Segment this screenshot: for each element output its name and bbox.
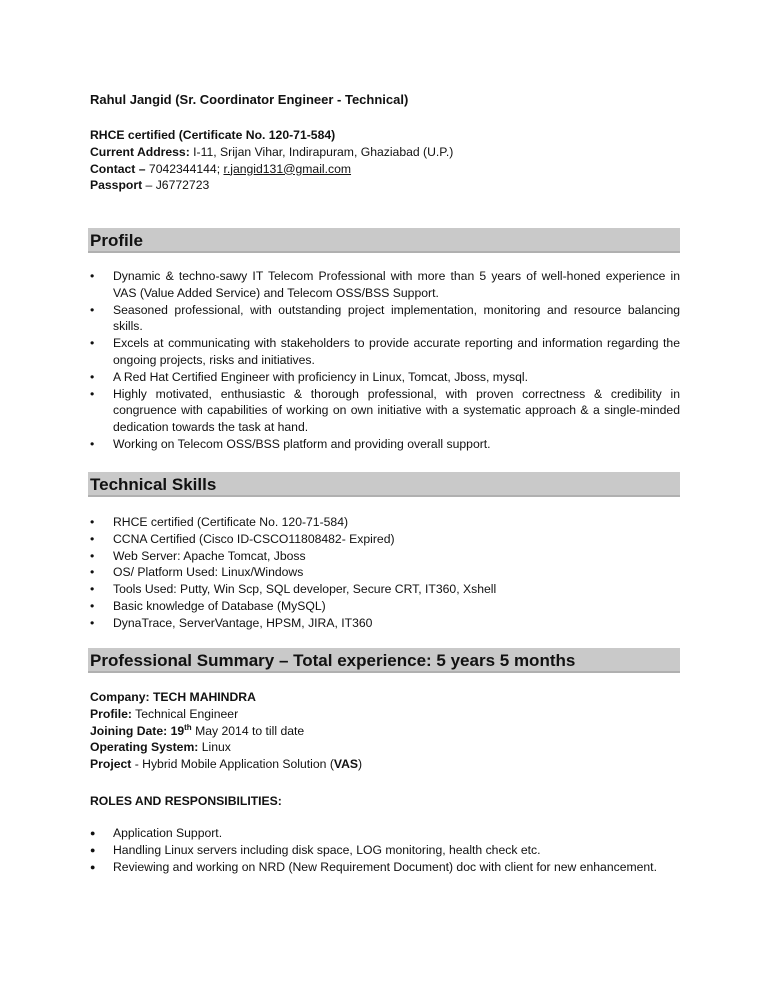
list-item: • Seasoned professional, with outstanding project implementation, monitoring and resource balancing skills. [90, 302, 680, 336]
project-line: Project - Hybrid Mobile Application Solution (VAS) [90, 757, 363, 772]
list-item: • CCNA Certified (Cisco ID-CSCO11808482- Expired) [90, 531, 680, 548]
list-item: ● Reviewing and working on NRD (New Requirement Document) doc with client for new enhancement. [90, 859, 680, 876]
joining-date-line: Joining Date: 19th May 2014 to till date [90, 722, 305, 738]
contact-block [90, 127, 680, 194]
list-item: ● Handling Linux servers including disk space, LOG monitoring, health check etc. [90, 842, 680, 859]
list-item: • Basic knowledge of Database (MySQL) [90, 598, 680, 615]
list-item: • Dynamic & techno-sawy IT Telecom Professional with more than 5 years of well-honed experience in VAS (Value Added Service) and Telecom OSS/BSS Support. [90, 268, 680, 302]
list-item: • OS/ Platform Used: Linux/Windows [90, 564, 680, 581]
list-item: • Web Server: Apache Tomcat, Jboss [90, 548, 680, 565]
address-line: Current Address: I-11, Srijan Vihar, Indirapuram, Ghaziabad (U.P.) [90, 144, 454, 159]
list-item: • Working on Telecom OSS/BSS platform and providing overall support. [90, 436, 680, 453]
technical-skills-heading: Technical Skills [88, 472, 680, 497]
company-line: Company: TECH MAHINDRA [90, 690, 256, 704]
summary-block [90, 689, 680, 773]
passport-line: Passport – J6772723 [90, 178, 210, 193]
rhce-line: RHCE certified (Certificate No. 120-71-584) [90, 128, 336, 142]
name-title: Rahul Jangid (Sr. Coordinator Engineer - Technical) [90, 92, 409, 107]
list-item: • RHCE certified (Certificate No. 120-71-584) [90, 514, 680, 531]
list-item: • Excels at communicating with stakeholders to provide accurate reporting and information regarding the ongoing projects, risks and initiatives. [90, 335, 680, 369]
contact-line: Contact – 7042344144; r.jangid131@gmail.com [90, 161, 352, 176]
list-item: • DynaTrace, ServerVantage, HPSM, JIRA, IT360 [90, 615, 680, 632]
profile-list [90, 268, 680, 453]
list-item: • Highly motivated, enthusiastic & thorough professional, with proven correctness & credibility in congruence with capabilities of working on own initiative with a systematic approach & a single-minded dedication towards the task at hand. [90, 386, 680, 436]
list-item: ● Application Support. [90, 825, 680, 842]
list-item: • Tools Used: Putty, Win Scp, SQL developer, Secure CRT, IT360, Xshell [90, 581, 680, 598]
operating-system-line: Operating System: Linux [90, 740, 231, 755]
roles-list [90, 825, 680, 875]
profile-line: Profile: Technical Engineer [90, 706, 239, 721]
list-item: • A Red Hat Certified Engineer with proficiency in Linux, Tomcat, Jboss, mysql. [90, 369, 680, 386]
email-link[interactable]: r.jangid131@gmail.com [223, 161, 352, 176]
professional-summary-heading: Professional Summary – Total experience: 5 years 5 months [88, 648, 680, 673]
roles-heading: ROLES AND RESPONSIBILITIES: [90, 794, 282, 808]
profile-heading: Profile [88, 228, 680, 253]
skills-list [90, 514, 680, 632]
